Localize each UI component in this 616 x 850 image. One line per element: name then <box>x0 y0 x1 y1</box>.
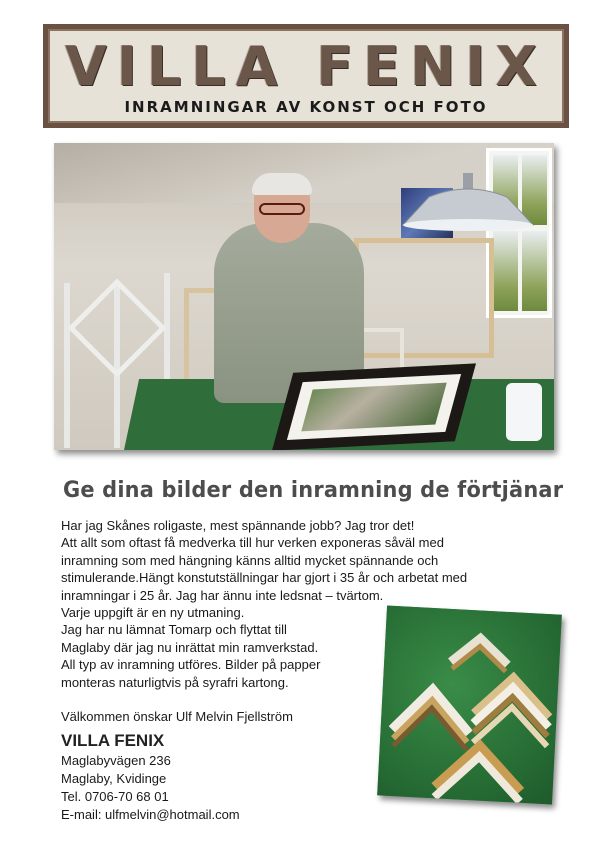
contact-block <box>61 752 240 824</box>
spray-bottle <box>506 383 542 441</box>
contact-email: E-mail: ulfmelvin@hotmail.com <box>61 807 240 822</box>
lamp-image <box>399 173 537 233</box>
workshop-photo <box>54 143 554 450</box>
headline: Ge dina bilder den inramning de förtjänar <box>63 478 564 503</box>
frame-moulding-samples <box>377 606 562 805</box>
contact-street: Maglabyvägen 236 <box>61 753 171 768</box>
body-line: Att allt som oftast få medverka till hur verken exponeras såväl med <box>61 535 444 551</box>
body-line: Jag har nu lämnat Tomarp och flyttat till <box>61 622 287 638</box>
contact-name: VILLA FENIX <box>61 731 165 750</box>
contact-city: Maglaby, Kvidinge <box>61 771 167 786</box>
body-line: Maglaby där jag nu inrättat min ramverkstad. <box>61 639 319 655</box>
body-line: All typ av inramning utföres. Bilder på papper <box>61 657 321 673</box>
body-line: inramningar i 25 år. Jag har ännu inte ledsnat – tvärtom. <box>61 587 384 603</box>
frame-samples-photo <box>377 606 562 805</box>
contact-phone: Tel. 0706-70 68 01 <box>61 789 169 804</box>
brand-subtitle: INRAMNINGAR AV KONST OCH FOTO <box>124 98 488 116</box>
body-line: inramning som med hängning känns alltid mycket spännande och <box>61 552 439 568</box>
body-line: monteras naturligtvis på syrafri kartong. <box>61 674 289 690</box>
body-line: Varje uppgift är en ny utmaning. <box>61 605 245 621</box>
brand-title: VILLA FENIX <box>65 35 547 98</box>
framed-picture <box>272 363 476 450</box>
body-line: stimulerande.Hängt konstutställningar har gjort i 35 år och arbetat med <box>61 570 468 586</box>
header-sign <box>43 24 569 128</box>
body-line: Har jag Skånes roligaste, mest spännande jobb? Jag tror det! <box>61 518 415 533</box>
greeting: Välkommen önskar Ulf Melvin Fjellström <box>61 709 293 724</box>
